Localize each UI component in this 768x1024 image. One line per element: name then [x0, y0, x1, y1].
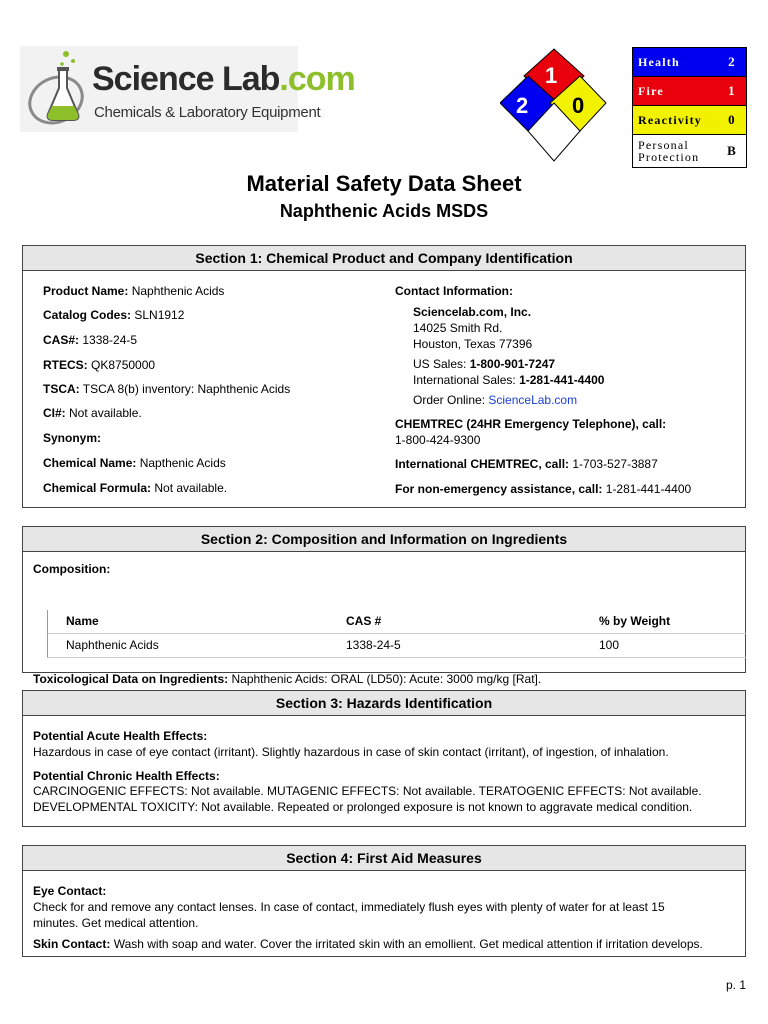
- eye-contact-line-1: Check for and remove any contact lenses. In case of contact, immediately flush eyes with plenty of water for at least 15: [33, 900, 665, 914]
- hmis-reactivity-row: [633, 106, 746, 135]
- composition-table: [47, 610, 746, 658]
- cell-weight: 100: [599, 638, 620, 652]
- section-1-heading: Section 1: Chemical Product and Company Identification: [23, 246, 745, 271]
- chronic-effects-line-1: CARCINOGENIC EFFECTS: Not available. MUTAGENIC EFFECTS: Not available. TERATOGENIC EFFECTS: Not available.: [33, 784, 702, 798]
- page-title: Material Safety Data Sheet: [246, 171, 522, 196]
- us-sales: US Sales: 1-800-901-7247: [413, 357, 556, 371]
- tsca: TSCA: TSCA 8(b) inventory: Naphthenic Acids: [43, 382, 291, 396]
- table-row: [47, 634, 746, 658]
- composition-table-header: [47, 610, 746, 634]
- hmis-reactivity-label: Reactivity: [638, 112, 702, 127]
- skin-contact: Skin Contact: Wash with soap and water. Cover the irritated skin with an emollient. Get medical attention if irritation develops.: [33, 937, 703, 951]
- chemical-name: Chemical Name: Napthenic Acids: [43, 456, 226, 470]
- section-4-heading: Section 4: First Aid Measures: [23, 846, 745, 871]
- column-header-cas: CAS #: [346, 614, 382, 628]
- eye-contact-label: Eye Contact:: [33, 884, 107, 898]
- hmis-health-label: Health: [638, 54, 680, 69]
- hmis-ppe-label: Personal Protection: [638, 138, 700, 164]
- company-name: Sciencelab.com, Inc.: [413, 305, 532, 319]
- chronic-effects-line-2: DEVELOPMENTAL TOXICITY: Not available. Repeated or prolonged exposure is not known to aggravate medical condition.: [33, 800, 693, 814]
- cell-name: Naphthenic Acids: [66, 638, 159, 652]
- hmis-health-row: [633, 48, 746, 77]
- page-number: p. 1: [725, 978, 746, 992]
- nfpa-fire-value: 1: [545, 63, 558, 88]
- acute-effects-text: Hazardous in case of eye contact (irritant). Slightly hazardous in case of skin contact (irritant), of ingestion, of inhalation.: [33, 745, 669, 759]
- chemtrec-label: CHEMTREC (24HR Emergency Telephone), call:: [395, 417, 667, 431]
- rtecs: RTECS: QK8750000: [43, 358, 156, 372]
- section-2: [22, 526, 746, 686]
- flask-icon: [26, 48, 92, 130]
- column-header-name: Name: [66, 614, 99, 628]
- toxicological-data: Toxicological Data on Ingredients: Naphthenic Acids: ORAL (LD50): Acute: 3000 mg/kg [Rat].: [33, 672, 542, 686]
- page-subtitle: Naphthenic Acids MSDS: [279, 201, 489, 221]
- ci-number: CI#: Not available.: [43, 406, 142, 420]
- hmis-ppe-value: B: [727, 143, 737, 158]
- nfpa-diamond: [500, 45, 610, 170]
- hmis-fire-label: Fire: [638, 83, 664, 98]
- column-header-weight: % by Weight: [599, 614, 671, 628]
- cas-number: CAS#: 1338-24-5: [43, 333, 138, 347]
- hmis-ppe-row: [633, 135, 746, 167]
- international-sales: International Sales: 1-281-441-4400: [413, 373, 605, 387]
- acute-effects-label: Potential Acute Health Effects:: [33, 729, 208, 743]
- section-3-heading: Section 3: Hazards Identification: [23, 691, 745, 716]
- non-emergency-phone: For non-emergency assistance, call: 1-281-441-4400: [395, 482, 692, 496]
- nfpa-health-value: 2: [516, 93, 529, 118]
- sciencelab-logo: [20, 46, 355, 132]
- logo-wordmark: Science Lab.com: [92, 60, 355, 98]
- contact-info-label: Contact Information:: [395, 284, 513, 298]
- nfpa-reactivity-value: 0: [572, 93, 585, 118]
- hmis-rating-table: [632, 47, 747, 168]
- composition-label: Composition:: [33, 562, 111, 576]
- synonym: Synonym:: [43, 431, 102, 445]
- cell-cas: 1338-24-5: [346, 638, 401, 652]
- chronic-effects-label: Potential Chronic Health Effects:: [33, 769, 220, 783]
- address-line-1: 14025 Smith Rd.: [413, 321, 503, 335]
- hmis-fire-row: [633, 77, 746, 106]
- product-name: Product Name: Naphthenic Acids: [43, 284, 225, 298]
- chemtrec-phone: 1-800-424-9300: [395, 433, 481, 447]
- order-online: Order Online: ScienceLab.com: [413, 393, 578, 407]
- address-line-2: Houston, Texas 77396: [413, 337, 533, 351]
- section-3: [22, 690, 746, 827]
- logo-tagline: Chemicals & Laboratory Equipment: [94, 104, 321, 121]
- section-1: [22, 245, 746, 508]
- eye-contact-line-2: minutes. Get medical attention.: [33, 916, 199, 930]
- order-online-link[interactable]: ScienceLab.com: [488, 393, 578, 407]
- hmis-health-value: 2: [728, 54, 736, 69]
- hmis-fire-value: 1: [728, 83, 736, 98]
- catalog-codes: Catalog Codes: SLN1912: [43, 308, 185, 322]
- section-4: [22, 845, 746, 957]
- hmis-reactivity-value: 0: [728, 112, 736, 127]
- international-chemtrec: International CHEMTREC, call: 1-703-527-3887: [395, 457, 658, 471]
- chemical-formula: Chemical Formula: Not available.: [43, 481, 228, 495]
- section-2-heading: Section 2: Composition and Information on Ingredients: [23, 527, 745, 552]
